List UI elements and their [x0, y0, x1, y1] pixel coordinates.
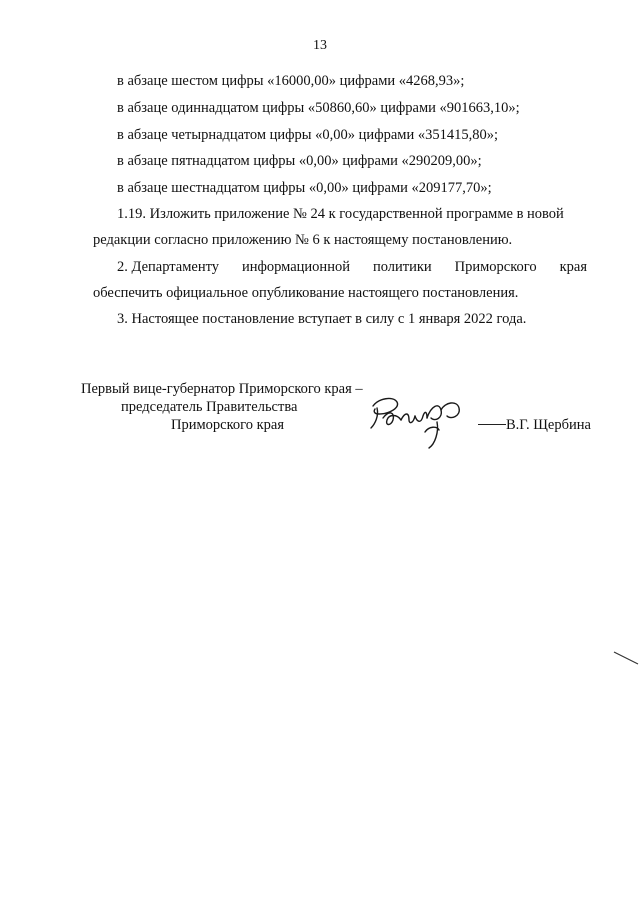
item-2-line-1 [117, 258, 587, 276]
item-2-word: края [559, 259, 587, 275]
item-1-19-line-2: редакции согласно приложению № 6 к настоящему постановлению. [93, 232, 513, 248]
item-2-word: информационной [241, 259, 350, 275]
amendment-line-3: в абзаце четырнадцатом цифры «0,00» цифрами «351415,80»; [117, 127, 498, 143]
signatory-title-line-1: Первый вице-губернатор Приморского края – [81, 381, 363, 397]
signature-dash [478, 424, 506, 425]
item-2-word: политики [372, 259, 432, 275]
amendment-line-1: в абзаце шестом цифры «16000,00» цифрами «4268,93»; [117, 73, 465, 89]
signatory-title-line-3: Приморского края [171, 417, 285, 433]
item-1-19-line-1: 1.19. Изложить приложение № 24 к государственной программе в новой [117, 206, 564, 222]
page-number: 13 [313, 38, 327, 53]
signatory-name: В.Г. Щербина [506, 417, 591, 433]
item-2-word: Приморского [454, 259, 537, 275]
amendment-line-5: в абзаце шестнадцатом цифры «0,00» цифрами «209177,70»; [117, 180, 492, 196]
amendment-line-2: в абзаце одиннадцатом цифры «50860,60» цифрами «901663,10»; [117, 100, 520, 116]
amendment-line-4: в абзаце пятнадцатом цифры «0,00» цифрами «290209,00»; [117, 153, 482, 169]
scan-edge-mark [612, 648, 640, 668]
item-3: 3. Настоящее постановление вступает в силу с 1 января 2022 года. [117, 311, 527, 327]
item-2-line-2: обеспечить официальное опубликование настоящего постановления. [93, 285, 519, 301]
item-2-word: 2. Департаменту [117, 259, 219, 275]
signatory-title-line-2: председатель Правительства [121, 399, 298, 415]
handwritten-signature [365, 392, 475, 454]
